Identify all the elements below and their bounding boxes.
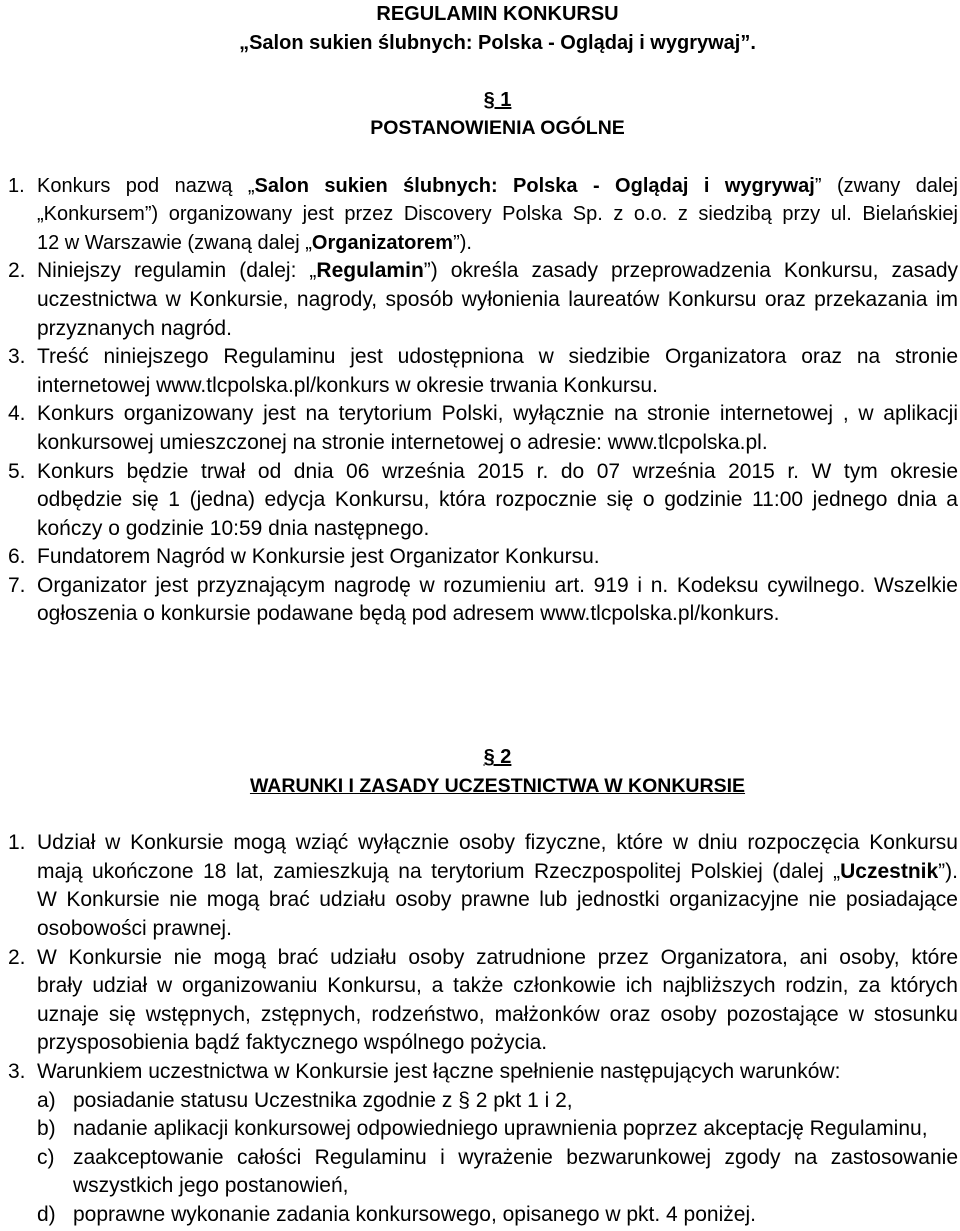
text-line — [37, 829, 958, 858]
contest-name: „Salon sukien ślubnych: Polska - Oglądaj i wygrywaj”. — [239, 31, 756, 54]
text-line — [37, 429, 958, 458]
text-lines — [73, 1087, 958, 1116]
text-run: nadanie aplikacji konkursowej odpowiedniego uprawnienia poprzez akceptację Regulaminu, — [73, 1117, 928, 1141]
text-run: Fundatorem Nagród w Konkursie jest Organizator Konkursu. — [37, 545, 600, 569]
text-lines — [37, 172, 958, 258]
text-run: uczestnictwa w Konkursie, nagrody, sposób wyłonienia laureatów Konkursu oraz przekazania im — [37, 287, 958, 311]
bold-text-run: Organizatorem — [311, 231, 454, 254]
list-item — [0, 343, 958, 400]
sub-item-label: d) — [37, 1202, 56, 1226]
text-run: ”) określa zasady przeprowadzenia Konkursu, zasady — [423, 259, 958, 283]
text-line — [73, 1172, 958, 1201]
section-heading: WARUNKI I ZASADY UCZESTNICTWA W KONKURSIE — [249, 775, 746, 798]
bold-text-run: Uczestnik — [840, 859, 939, 883]
text-run: poprawne wykonanie zadania konkursowego, opisanego w pkt. 4 poniżej. — [73, 1202, 756, 1226]
bold-text-run: Salon sukien ślubnych: Polska - Oglądaj i wygrywaj — [254, 174, 815, 197]
text-run: kończy o godzinie 10:59 dnia następnego. — [37, 516, 430, 540]
sub-item — [37, 1115, 958, 1144]
text-line — [37, 372, 958, 401]
section-participation-rules — [0, 743, 960, 1229]
text-line — [37, 944, 958, 973]
text-run: Konkurs będzie trwał od dnia 06 września 2015 r. do 07 września 2015 r. W tym okresie — [37, 459, 958, 483]
text-line — [37, 1058, 958, 1087]
text-line — [37, 229, 958, 258]
sub-item — [37, 1144, 958, 1201]
item-number: 7. — [8, 573, 26, 597]
text-run: ”). — [938, 859, 958, 883]
text-line — [37, 200, 958, 229]
text-line — [37, 515, 958, 544]
text-line — [37, 257, 958, 286]
list-item — [0, 400, 958, 457]
text-run: ogłoszenia o konkursie podawane będą pod adresem www.tlcpolska.pl/konkurs. — [37, 602, 780, 626]
text-line — [37, 858, 958, 887]
text-run: Konkurs organizowany jest na terytorium Polski, wyłącznie na stronie internetowej , w aplikacji — [37, 402, 958, 426]
text-lines — [37, 543, 958, 572]
text-line — [37, 572, 958, 601]
section-items — [0, 172, 960, 630]
text-lines — [37, 1058, 958, 1087]
item-number: 1. — [8, 174, 25, 197]
text-run: konkursowej umieszczonej na stronie internetowej o adresie: www.tlcpolska.pl. — [37, 430, 768, 454]
list-item — [0, 572, 958, 629]
item-number: 3. — [8, 345, 26, 369]
section-number: § 2 — [483, 746, 512, 769]
text-run: odbędzie się 1 (jedna) edycja Konkursu, która rozpocznie się o godzinie 11:00 jednego dnia a — [37, 488, 958, 512]
item-number: 4. — [8, 402, 26, 426]
list-item — [0, 1058, 958, 1230]
text-line — [37, 1029, 958, 1058]
text-run: uznaje się wstępnych, zstępnych, rodzeństwo, małżonków oraz osoby pozostające w stosunku — [37, 1002, 958, 1026]
text-line — [37, 172, 958, 201]
document-title: REGULAMIN KONKURSU — [376, 3, 619, 25]
section-number: § 1 — [483, 88, 512, 111]
text-lines — [37, 257, 958, 343]
text-lines — [73, 1115, 958, 1144]
text-run: przyznanych nagród. — [37, 316, 232, 340]
sub-item — [37, 1087, 958, 1116]
text-run: Warunkiem uczestnictwa w Konkursie jest łączne spełnienie następujących warunków: — [37, 1059, 841, 1083]
text-run: wszystkich jego postanowień, — [73, 1174, 349, 1198]
bold-text-run: Regulamin — [316, 259, 424, 283]
text-line — [73, 1144, 958, 1173]
text-lines — [73, 1201, 958, 1230]
item-number: 2. — [8, 259, 26, 283]
text-run: Konkurs pod nazwą „ — [37, 174, 255, 197]
text-run: Treść niniejszego Regulaminu jest udostępniona w siedzibie Organizatora oraz na stronie — [37, 345, 958, 369]
item-number: 6. — [8, 545, 26, 569]
sub-item-label: c) — [37, 1145, 55, 1169]
text-line — [37, 400, 958, 429]
text-line — [37, 286, 958, 315]
text-line — [37, 315, 958, 344]
text-lines — [37, 458, 958, 544]
list-item — [0, 944, 958, 1058]
text-line — [37, 600, 958, 629]
text-run: W Konkursie nie mogą brać udziału osoby prawne lub jednostki organizacyjne nie posiadające — [37, 888, 958, 912]
text-line — [73, 1087, 958, 1116]
text-line — [37, 1001, 958, 1030]
text-line — [73, 1201, 958, 1230]
text-line — [37, 486, 958, 515]
text-line — [73, 1115, 958, 1144]
text-line — [37, 915, 958, 944]
text-run: Organizator jest przyznającym nagrodę w rozumieniu art. 919 i n. Kodeksu cywilnego. Wszelkie — [37, 573, 958, 597]
list-item — [0, 172, 958, 258]
sub-item-label: a) — [37, 1088, 56, 1112]
text-lines — [37, 944, 958, 1058]
text-lines — [73, 1144, 958, 1201]
text-run: Niniejszy regulamin (dalej: „ — [37, 259, 317, 283]
text-lines — [37, 829, 958, 943]
list-item — [0, 543, 958, 572]
item-number: 1. — [8, 831, 26, 855]
text-lines — [37, 343, 958, 400]
text-run: zaakceptowanie całości Regulaminu i wyrażenie bezwarunkowej zgody na zastosowanie — [73, 1145, 958, 1169]
text-line — [37, 458, 958, 487]
text-run: „Konkursem”) organizowany jest przez Discovery Polska Sp. z o.o. z siedzibą przy ul. Bielańskiej — [37, 203, 958, 226]
text-line — [37, 543, 958, 572]
item-number: 5. — [8, 459, 26, 483]
item-number: 2. — [8, 945, 26, 969]
text-run: Udział w Konkursie mogą wziąć wyłącznie osoby fizyczne, które w dniu rozpoczęcia Konkursu — [37, 831, 958, 855]
text-run: posiadanie statusu Uczestnika zgodnie z § 2 pkt 1 i 2, — [73, 1088, 573, 1112]
text-run: osobowości prawnej. — [37, 917, 232, 941]
text-run: ”). — [453, 231, 472, 254]
text-run: internetowej www.tlcpolska.pl/konkurs w okresie trwania Konkursu. — [37, 373, 658, 397]
sub-item — [37, 1201, 958, 1230]
section-general-provisions — [0, 86, 960, 629]
list-item — [0, 829, 958, 943]
text-line — [37, 972, 958, 1001]
text-run: ” (zwany dalej — [814, 174, 958, 197]
text-run: mają ukończone 18 lat, zamieszkują na terytorium Rzeczpospolitej Polskiej (dalej „ — [37, 859, 841, 883]
section-heading: POSTANOWIENIA OGÓLNE — [370, 117, 625, 140]
section-items — [0, 829, 960, 1229]
text-lines — [37, 572, 958, 629]
sub-item-label: b) — [37, 1117, 56, 1141]
item-number: 3. — [8, 1059, 26, 1083]
text-run: przysposobienia bądź faktycznego wspólnego pożycia. — [37, 1031, 548, 1055]
list-item — [0, 257, 958, 343]
text-line — [37, 886, 958, 915]
text-run: 12 w Warszawie (zwaną dalej „ — [37, 231, 312, 254]
list-item — [0, 458, 958, 544]
text-run: W Konkursie nie mogą brać udziału osoby zatrudnione przez Organizatora, ani osoby, które — [37, 945, 958, 969]
text-run: brały udział w organizowaniu Konkursu, a także członkowie ich najbliższych rodzin, za których — [37, 974, 958, 998]
text-lines — [37, 400, 958, 457]
text-line — [37, 343, 958, 372]
